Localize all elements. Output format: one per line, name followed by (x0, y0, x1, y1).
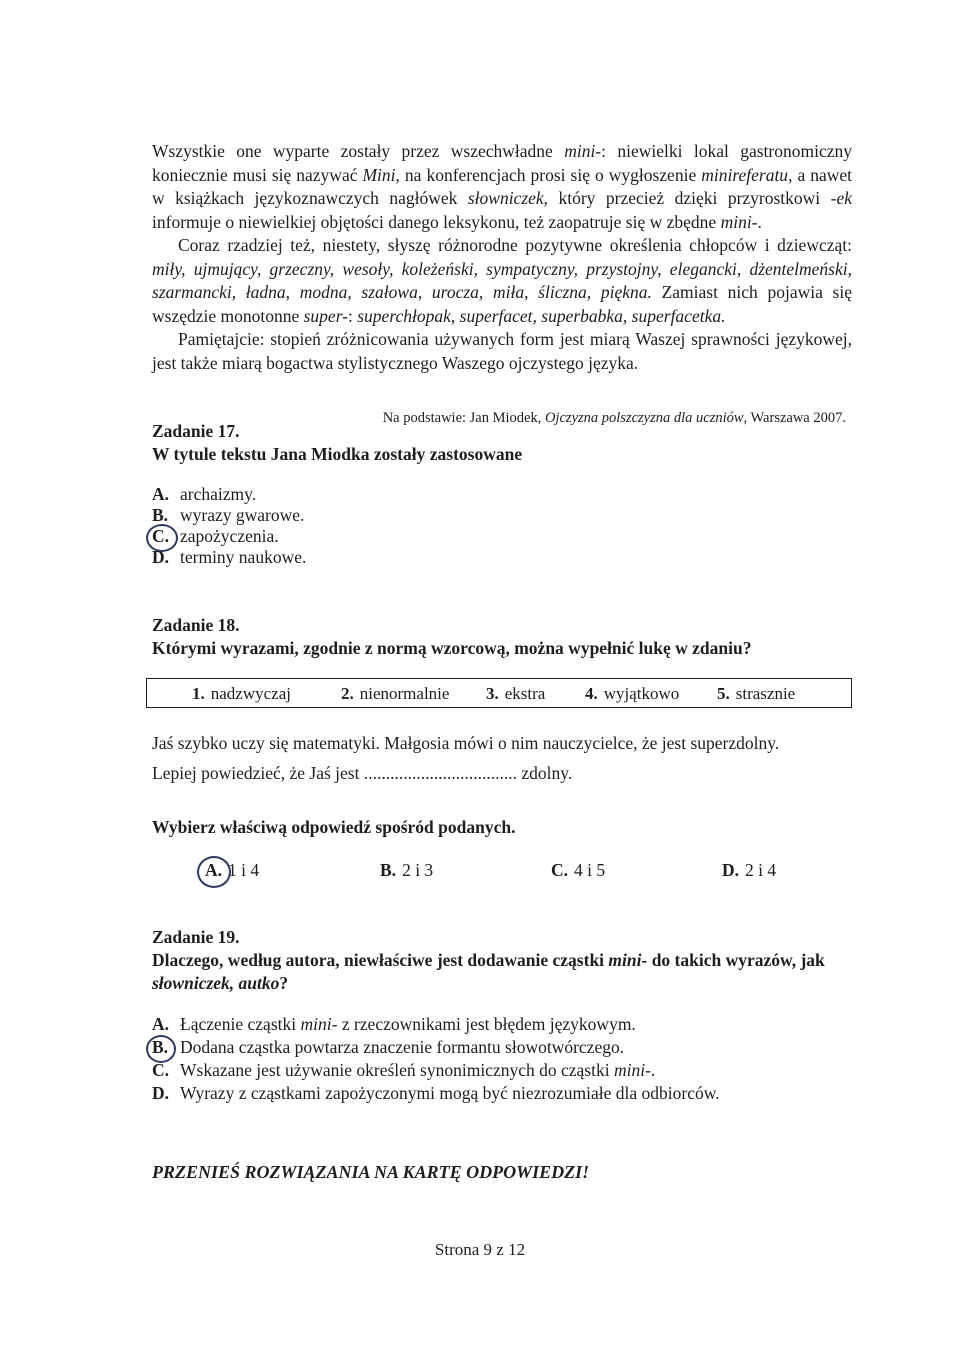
text-span: z rzeczownikami jest błędem językowym. (337, 1014, 636, 1034)
text-span: informuje o niewielkiej objętości danego leksykonu, też zaopatruje się w zbędne (152, 211, 721, 232)
task-18-instruction: Wybierz właściwą odpowiedź spośród podanych. (152, 817, 516, 837)
text-span: słowniczek, autko (152, 973, 280, 993)
text-span: Na podstawie: Jan Miodek, (382, 410, 545, 426)
text-span: . (757, 211, 762, 232)
text-span: ? (279, 973, 289, 993)
task-17-option-b[interactable] (152, 505, 306, 526)
option-letter: D. (152, 1083, 170, 1103)
word-number: 1. (192, 684, 205, 703)
text-span: Zamiast nich pojawia się wszędzie monotonne (152, 282, 853, 326)
passage-paragraph-2 (152, 234, 852, 328)
text-span: Wszystkie one wyparte zostały przez wszechwładne (152, 141, 565, 161)
option-text: zapożyczenia. (180, 526, 279, 546)
word-number: 4. (585, 684, 598, 703)
word-text: nadzwyczaj (210, 684, 291, 703)
text-span: mini- (613, 1060, 651, 1080)
word-bank-item (717, 684, 795, 704)
page-number: Strona 9 z 12 (434, 1240, 526, 1259)
word-number: 5. (717, 684, 730, 703)
text-span: super- (303, 305, 348, 326)
option-letter: D. (152, 547, 170, 567)
answer-letter: D. (722, 860, 740, 880)
option-letter: A. (152, 1014, 170, 1034)
task-18-title: Zadanie 18. (152, 615, 240, 635)
answer-letter: A. (205, 860, 223, 880)
option-text: wyrazy gwarowe. (180, 505, 305, 525)
text-span: Coraz rzadziej też, niestety, słyszę różnorodne pozytywne określenia chłopców i dziewcząt: (178, 235, 852, 255)
word-text: ekstra (504, 684, 546, 703)
option-letter: C. (152, 526, 170, 546)
source-citation (152, 410, 846, 427)
text-span: , Warszawa 2007. (743, 410, 846, 426)
transfer-answers-note: PRZENIEŚ ROZWIĄZANIA NA KARTĘ ODPOWIEDZI! (152, 1162, 590, 1182)
option-letter: A. (152, 484, 170, 504)
task-19-option-d[interactable] (152, 1082, 720, 1105)
word-bank-item (486, 684, 545, 704)
task-17-question: W tytule tekstu Jana Miodka zostały zastosowane (152, 444, 523, 464)
text-span: Łączenie cząstki (180, 1014, 301, 1034)
word-text: nienormalnie (359, 684, 450, 703)
word-bank-box (146, 678, 852, 708)
word-text: strasznie (735, 684, 796, 703)
option-letter: C. (152, 1060, 170, 1080)
option-text: archaizmy. (180, 484, 257, 504)
option-letter: B. (152, 505, 169, 525)
answer-letter: B. (380, 860, 397, 880)
task-19-options (152, 1013, 720, 1105)
task-17-option-c[interactable] (152, 526, 306, 547)
text-span: . (650, 1060, 656, 1080)
task-18-answer-a[interactable] (205, 860, 259, 881)
text-span: , a nawet w książkach językoznawczych nagłówek (152, 164, 852, 208)
text-span: , na konferencjach prosi się o wygłoszenie (395, 164, 702, 185)
word-number: 2. (341, 684, 354, 703)
task-18-answer-b[interactable] (380, 860, 433, 881)
text-span: mini- (720, 211, 758, 232)
text-span: : (348, 305, 358, 326)
text-span: mini- (608, 950, 648, 970)
text-span: Wskazane jest używanie określeń synonimicznych do cząstki (180, 1060, 614, 1080)
task-19-option-c[interactable] (152, 1059, 720, 1082)
text-span: do takich wyrazów, jak (647, 950, 825, 970)
task-18-sentence-1: Jaś szybko uczy się matematyki. Małgosia mówi o nim nauczycielce, że jest superzdolny. (152, 733, 780, 753)
task-19-option-b[interactable] (152, 1036, 720, 1059)
task-19-option-a[interactable] (152, 1013, 720, 1036)
text-span: minireferatu (701, 164, 789, 185)
task-17-title: Zadanie 17. (152, 421, 240, 441)
text-span: : niewielki lokal gastronomiczny koniecznie musi się nazywać (152, 141, 852, 185)
text-span: słowniczek (467, 188, 544, 208)
answer-text: 4 i 5 (574, 860, 606, 880)
task-18-sentence-2: Lepiej powiedzieć, że Jaś jest ................................... zdolny. (152, 763, 573, 783)
option-letter: B. (152, 1037, 169, 1057)
task-19-question (152, 949, 854, 995)
answer-letter: C. (551, 860, 569, 880)
text-span: Dodana cząstka powtarza znaczenie formantu słowotwórczego. (180, 1037, 625, 1057)
task-19-title: Zadanie 19. (152, 927, 240, 947)
task-17-option-a[interactable] (152, 484, 306, 505)
passage-paragraph-3: Pamiętajcie: stopień zróżnicowania używanych form jest miarą Waszej sprawności językowej, jest także miarą bogactwa stylistycznego Waszego ojczystego języka. (152, 329, 852, 373)
passage (152, 140, 852, 375)
task-17-option-d[interactable] (152, 547, 306, 568)
word-bank-item (341, 684, 449, 704)
answer-text: 2 i 3 (402, 860, 434, 880)
answer-text: 1 i 4 (228, 860, 260, 880)
task-17-options (152, 484, 306, 568)
passage-paragraph-1 (152, 140, 852, 234)
text-span: mini- (300, 1014, 338, 1034)
task-18-answer-c[interactable] (551, 860, 605, 881)
text-span: mini- (564, 141, 602, 161)
word-number: 3. (486, 684, 499, 703)
answer-text: 2 i 4 (745, 860, 777, 880)
text-span: , który przecież dzięki przyrostkowi (543, 188, 831, 208)
word-text: wyjątkowo (603, 684, 680, 703)
word-bank-item (585, 684, 679, 704)
task-18-question: Którymi wyrazami, zgodnie z normą wzorcową, można wypełnić lukę w zdaniu? (152, 638, 752, 658)
text-span: superchłopak, superfacet, superbabka, superfacetka. (357, 305, 726, 326)
text-span: Mini (362, 164, 396, 185)
task-18-answer-d[interactable] (722, 860, 776, 881)
word-bank-item (192, 684, 291, 704)
text-span: Dlaczego, według autora, niewłaściwe jest dodawanie cząstki (152, 950, 609, 970)
option-text: terminy naukowe. (180, 547, 307, 567)
text-span: miły, ujmujący, grzeczny, wesoły, koleżeński, sympatyczny, przystojny, elegancki, dżentelmeński, szarmancki, ładna, modna, szałowa, urocza, miła, śliczna, piękna. (152, 258, 852, 302)
text-span: -ek (830, 188, 852, 208)
text-span: Wyrazy z cząstkami zapożyczonymi mogą być niezrozumiałe dla odbiorców. (180, 1083, 720, 1103)
text-span: Ojczyzna polszczyzna dla uczniów (544, 410, 744, 426)
